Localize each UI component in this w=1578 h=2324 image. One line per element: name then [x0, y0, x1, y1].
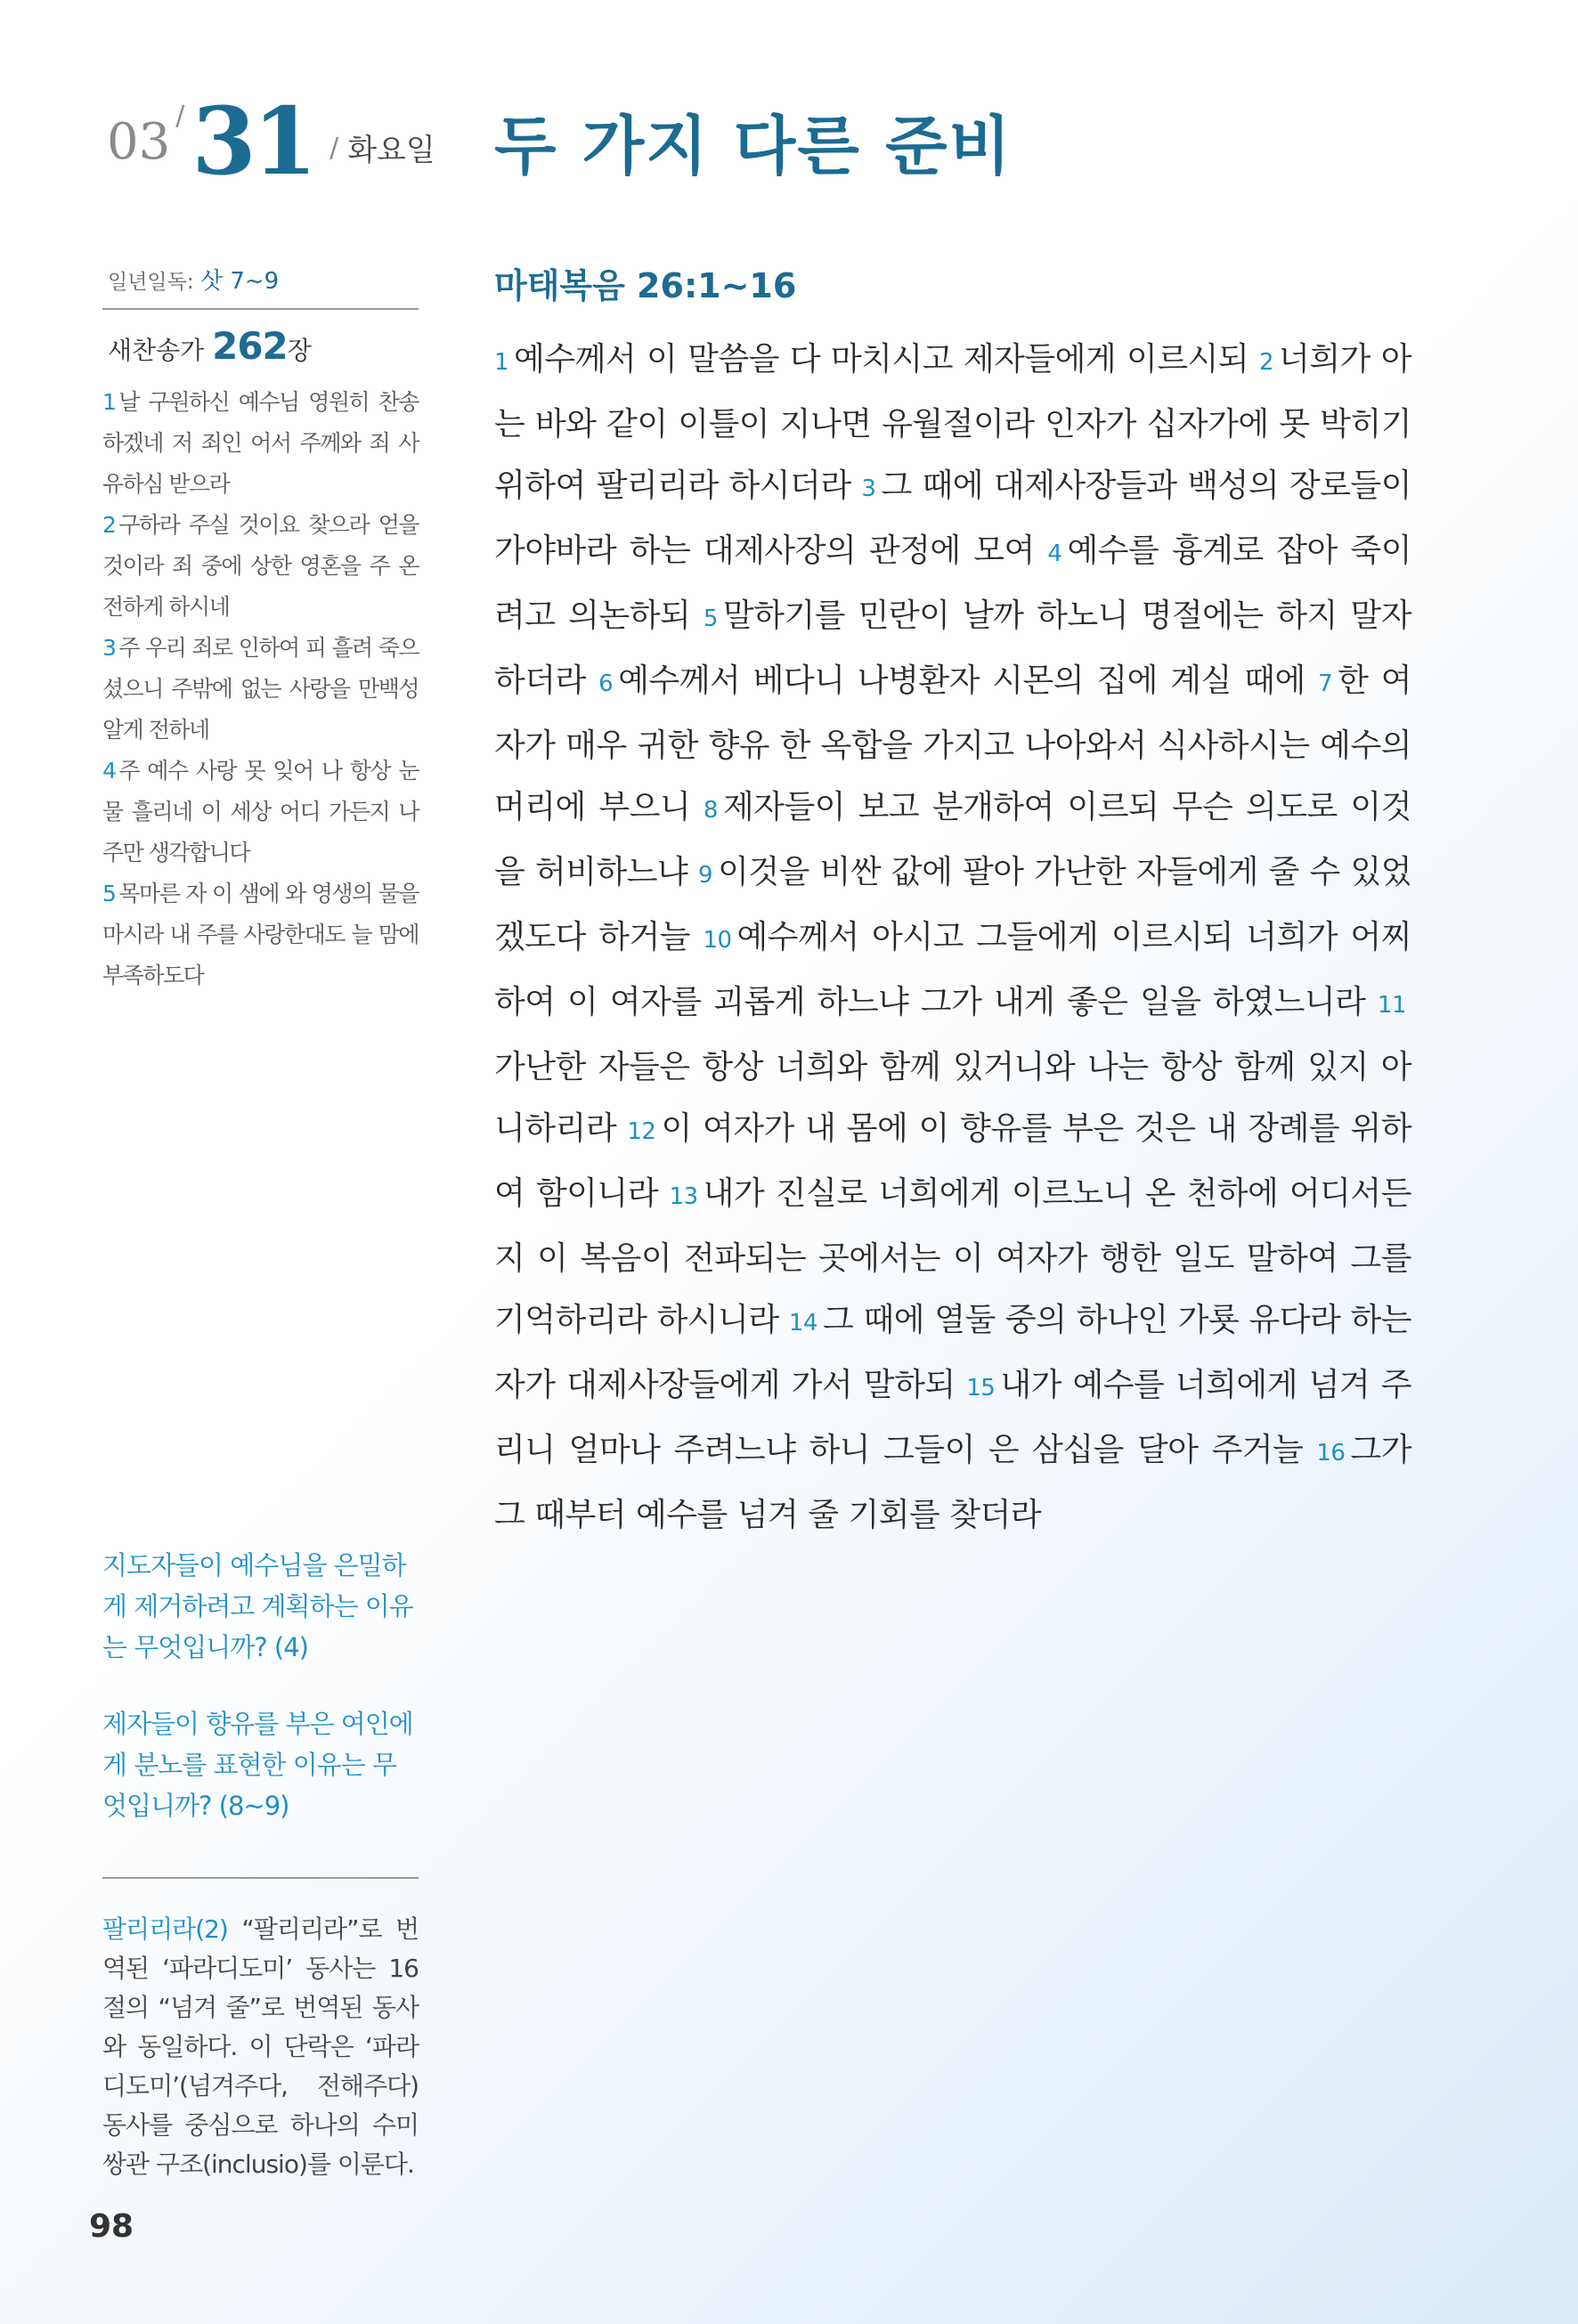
hymn-verse: [102, 628, 419, 751]
hymn-verse-number: 3: [102, 635, 116, 661]
note-term: 팔리리라(2): [102, 1914, 228, 1944]
verse-text: 예수께서 베다니 나병환자 시몬의 집에 계실 때에: [618, 662, 1306, 699]
date-weekday: 화요일: [347, 133, 435, 168]
question: 제자들이 향유를 부은 여인에게 분노를 표현한 이유는 무엇입니까? (8~9): [102, 1709, 413, 1821]
reflection-questions: [102, 1545, 419, 1862]
hymn-verse-text: 날 구원하신 예수님 영원히 찬송하겠네 저 죄인 어서 주께와 죄 사유하심 받으라: [102, 389, 419, 497]
verse-number: 13: [669, 1183, 698, 1210]
verse-text: 예수께서 이 말씀을 다 마치시고 제자들에게 이르시되: [514, 341, 1249, 378]
verse-text: 그 때에 대제사장들과 백성의 장로들이 가야바라 하는 대제사장의 관정에 모여: [494, 467, 1411, 569]
hymn-verse-number: 1: [102, 389, 116, 415]
page-number: 98: [89, 2208, 134, 2245]
verse-number: 2: [1259, 349, 1274, 376]
hymn-verse: [102, 874, 419, 996]
hymn-verse-text: 목마른 자 이 샘에 와 영생의 물을 마시라 내 주를 사랑한대도 늘 맘에 부족하도다: [102, 881, 419, 988]
verse-text: 예수께서 아시고 그들에게 이르시되 너희가 어찌하여 이 여자를 괴롭게 하느냐 그가 내게 좋은 일을 하였느니라: [494, 919, 1411, 1020]
verse-number: 14: [788, 1310, 817, 1337]
verse-text: 그가 그 때부터 예수를 넘겨 줄 기회를 찾더라: [494, 1432, 1411, 1533]
hymn-heading: [102, 324, 419, 368]
sidebar-divider: [102, 308, 419, 310]
verse-text: 이 여자가 내 몸에 이 향유를 부은 것은 내 장례를 위하여 함이니라: [494, 1110, 1411, 1212]
question: 지도자들이 예수님을 은밀하게 제거하려고 계획하는 이유는 무엇입니까? (4): [102, 1550, 413, 1662]
note-text: “팔리리라”로 번역된 ‘파라디도미’ 동사는 16절의 “넘겨 줄”로 번역된 동사와 동일하다. 이 단락은 ‘파라디도미’(넘겨주다, 전해주다) 동사를 중심으로 하나의 수미쌍관 구조(inclusio)를 이룬다.: [102, 1914, 419, 2179]
verse-text: 그 때에 열둘 중의 하나인 가룟 유다라 하는 자가 대제사장들에게 가서 말하되: [494, 1302, 1412, 1403]
verse-text: 가난한 자들은 항상 너희와 함께 있거니와 나는 항상 함께 있지 아니하리라: [494, 1049, 1411, 1147]
scripture-section: [494, 258, 1411, 1546]
verse-text: 예수를 흉계로 잡아 죽이려고 의논하되: [494, 532, 1411, 634]
verse-number: 16: [1316, 1440, 1346, 1467]
reading-value: 삿 7~9: [199, 268, 280, 295]
verse-text: 이것을 비싼 값에 팔아 가난한 자들에게 줄 수 있었겠도다 하거늘: [494, 854, 1411, 955]
verse-number: 8: [703, 797, 718, 824]
verse-number: 4: [1047, 540, 1062, 567]
hymn-verse: [102, 505, 419, 628]
hymn-number: 262: [212, 324, 288, 368]
verse-number: 12: [627, 1118, 656, 1145]
hymn-verse-number: 2: [102, 512, 116, 538]
verse-text: 내가 예수를 너희에게 넘겨 주리니 얼마나 주려느냐 하니 그들이 은 삼십을 달아 주거늘: [494, 1367, 1411, 1468]
verse-number: 3: [861, 475, 876, 502]
verse-number: 15: [966, 1375, 996, 1402]
date-slash: /: [175, 101, 185, 132]
verse-number: 11: [1377, 992, 1406, 1019]
scripture-reference: 마태복음 26:1~16: [494, 266, 797, 305]
hymn-prefix: 새찬송가: [108, 336, 205, 365]
hymn-verse-text: 주 우리 죄로 인하여 피 흘려 죽으셨으니 주밖에 없는 사랑을 만백성 알게 전하네: [102, 635, 419, 743]
hymn-verse: [102, 382, 419, 505]
hymn-verse-number: 5: [102, 881, 116, 906]
verse-number: 7: [1318, 670, 1333, 697]
date-day: 31: [191, 86, 314, 197]
verse-text: 제자들이 보고 분개하여 이르되 무슨 의도로 이것을 허비하느냐: [494, 789, 1411, 890]
verse-number: 10: [703, 927, 732, 954]
verse-text: 내가 진실로 너희에게 이르노니 온 천하에 어디서든지 이 복음이 전파되는 곳에서는 이 여자가 행한 일도 말하여 그를 기억하리라 하시니라: [494, 1175, 1411, 1338]
scripture-text: [494, 329, 1411, 1546]
sidebar: [102, 263, 419, 996]
verse-number: 6: [598, 670, 614, 697]
verse-text: 한 여자가 매우 귀한 향유 한 옥합을 가지고 나아와서 식사하시는 예수의 머리에 부으니: [494, 662, 1412, 825]
hymn-verse-text: 구하라 주실 것이요 찾으라 얻을 것이라 죄 중에 상한 영혼을 주 온전하게 하시네: [102, 512, 419, 620]
hymn-verse-number: 4: [102, 758, 116, 784]
reading-label: 일년일독:: [108, 271, 194, 294]
hymn-verse: [102, 751, 419, 874]
verse-number: 9: [698, 862, 713, 889]
note-divider: [102, 1877, 419, 1879]
yearly-reading: [102, 263, 419, 296]
verse-number: 5: [703, 605, 718, 632]
hymn-verse-text: 주 예수 사랑 못 잊어 나 항상 눈물 흘리네 이 세상 어디 가든지 나 주만 생각합니다: [102, 758, 419, 865]
date-header: [107, 85, 435, 197]
verse-text: 말하기를 민란이 날까 하노니 명절에는 하지 말자 하더라: [494, 597, 1411, 699]
hymn-verses: [102, 382, 419, 996]
study-note: [102, 1910, 419, 2184]
date-month: 03: [107, 113, 171, 171]
weekday-slash: /: [329, 133, 339, 164]
hymn-suffix: 장: [287, 336, 312, 365]
verse-number: 1: [494, 349, 509, 376]
page-title: 두 가지 다른 준비: [494, 109, 1013, 183]
verse-text: 너희가 아는 바와 같이 이틀이 지나면 유월절이라 인자가 십자가에 못 박히기 위하여 팔리리라 하시더라: [494, 341, 1411, 504]
